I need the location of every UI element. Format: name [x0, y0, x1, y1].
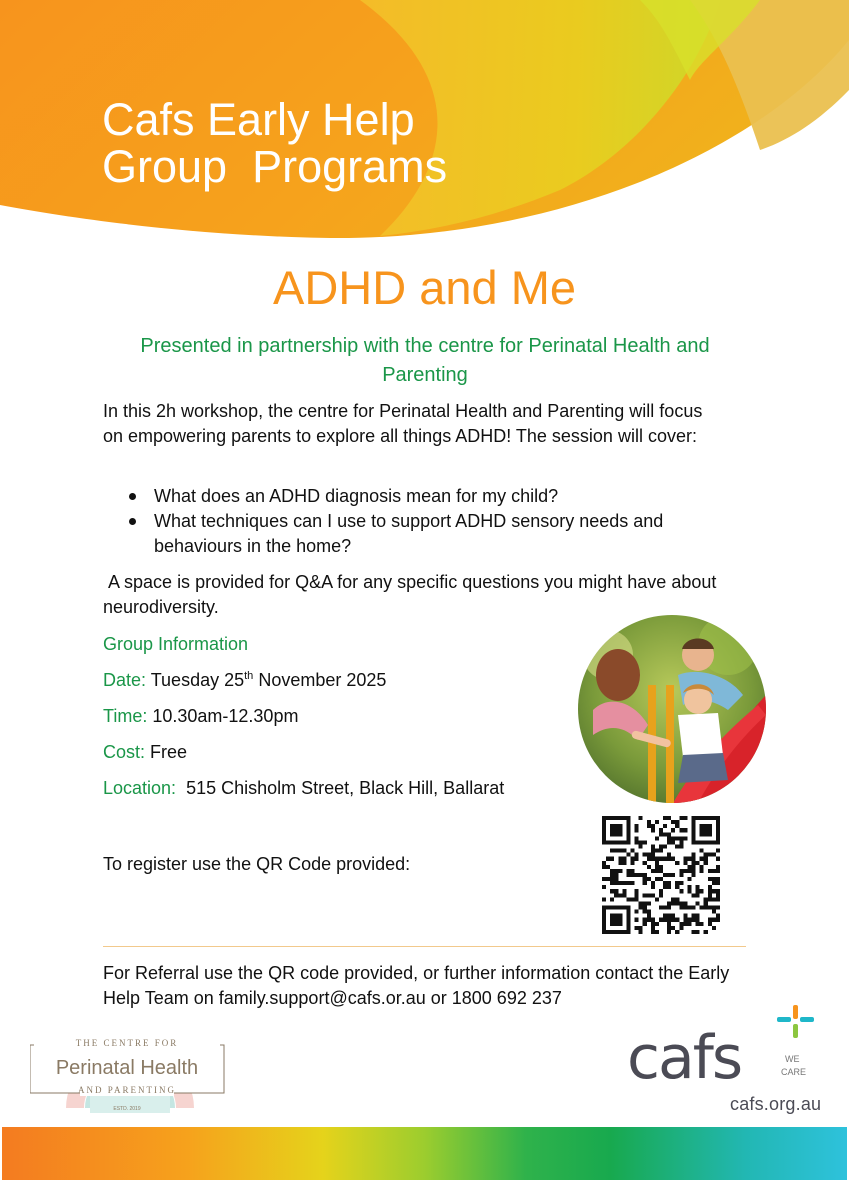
cost-value: Free: [150, 742, 188, 762]
intro-paragraph: In this 2h workshop, the centre for Perinatal Health and Parenting will focus on empowering parents to explore all things ADHD! The session will cover:: [103, 401, 703, 446]
date-row: [103, 668, 386, 693]
cafs-logo: [625, 1000, 825, 1085]
topic-list: [103, 484, 743, 559]
location-label: Location:: [103, 778, 177, 798]
location-row: [103, 776, 504, 801]
header-title-line1: Cafs Early Help: [102, 94, 415, 145]
cost-row: [103, 740, 187, 765]
header-title: [102, 96, 447, 190]
group-info-heading: Group Information: [103, 634, 249, 654]
event-subtitle: Presented in partnership with the centre for Perinatal Health and Parenting: [140, 335, 710, 386]
cost-label: Cost:: [103, 742, 146, 762]
referral-text: For Referral use the QR code provided, or further information contact the Early Help Team on family.support@cafs.or.au or 1800 692 237: [103, 963, 730, 1008]
list-item: What techniques can I use to support ADHD sensory needs and behaviours in the home?: [103, 509, 743, 559]
partner-logo-line3: AND PARENTING: [78, 1085, 176, 1095]
register-text: To register use the QR Code provided:: [103, 854, 411, 874]
partner-logo-line4: ESTD. 2019: [113, 1106, 141, 1112]
event-title: ADHD and Me: [273, 261, 576, 314]
cafs-tagline-we: WE: [785, 1054, 800, 1064]
qa-paragraph: A space is provided for Q&A for any specific questions you might have about neurodiversity.: [103, 572, 722, 617]
cafs-url[interactable]: cafs.org.au: [730, 1094, 822, 1114]
partner-logo-line2: Perinatal Health: [55, 1057, 199, 1079]
list-item: What does an ADHD diagnosis mean for my child?: [103, 484, 743, 509]
location-value: 515 Chisholm Street, Black Hill, Ballarat: [186, 778, 505, 798]
time-row: [103, 704, 298, 729]
time-value: 10.30am-12.30pm: [152, 706, 299, 726]
cafs-sparkle-icon: [777, 1005, 814, 1038]
footer-gradient-bar: [2, 1127, 847, 1180]
date-label: Date:: [103, 670, 147, 690]
perinatal-health-logo: [30, 1018, 230, 1113]
cafs-wordmark: cafs: [627, 1023, 742, 1085]
time-label: Time:: [103, 706, 148, 726]
partner-logo-line1: THE CENTRE FOR: [75, 1038, 179, 1048]
qr-code-icon[interactable]: [602, 816, 720, 934]
header-title-line2: Group Programs: [102, 141, 448, 192]
section-divider: [103, 946, 746, 947]
family-photo: [578, 615, 766, 803]
cafs-tagline-care: CARE: [781, 1067, 807, 1077]
date-value: Tuesday 25th November 2025: [150, 670, 387, 690]
